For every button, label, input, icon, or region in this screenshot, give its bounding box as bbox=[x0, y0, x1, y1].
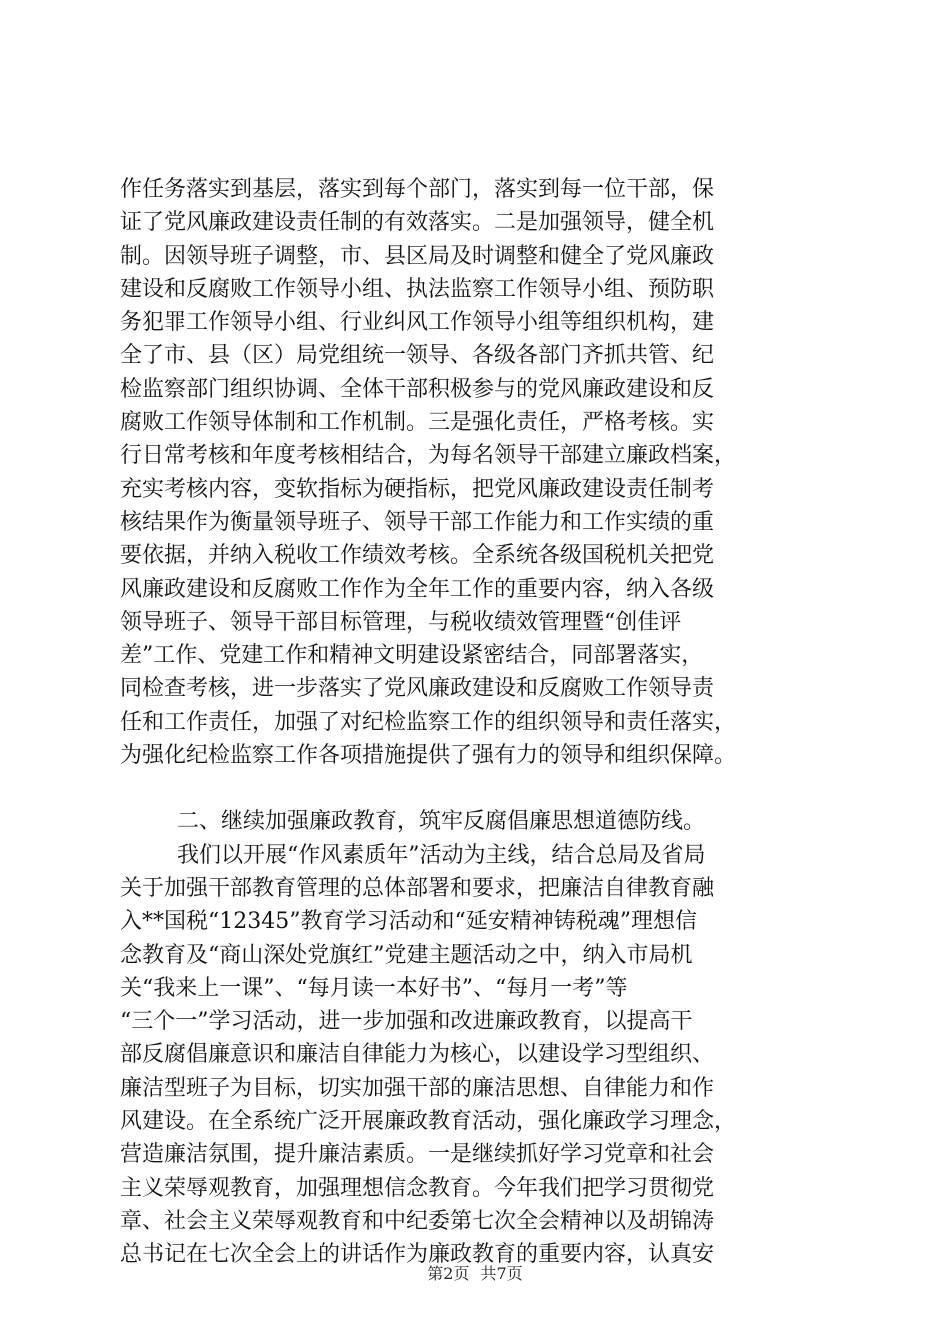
paragraph-line: 作任务落实到基层，落实到每个部门，落实到每一位干部，保 bbox=[120, 177, 715, 202]
paragraph-line: 总书记在七次全会上的讲话作为廉政教育的重要内容，认真安 bbox=[120, 1242, 715, 1268]
paragraph-line: 核结果作为衡量领导班子、领导干部工作能力和工作实绩的重 bbox=[120, 509, 715, 535]
paragraph-line: 关于加强干部教育管理的总体部署和要求，把廉洁自律教育融 bbox=[120, 875, 715, 901]
paragraph-line: 主义荣辱观教育，加强理想信念教育。今年我们把学习贯彻党 bbox=[120, 1175, 715, 1201]
paragraph-line: 关“我来上一课”、“每月读一本好书”、“每月一考”等 bbox=[120, 975, 628, 1001]
paragraph-line: 部反腐倡廉意识和廉洁自律能力为核心，以建设学习型组织、 bbox=[120, 1042, 715, 1068]
paragraph-line: 检监察部门组织协调、全体干部积极参与的党风廉政建设和反 bbox=[120, 376, 715, 402]
paragraph-line: 务犯罪工作领导小组、行业纠风工作领导小组等组织机构，建 bbox=[120, 310, 715, 336]
paragraph-line: 我们以开展“作风素质年”活动为主线，结合总局及省局 bbox=[177, 842, 706, 868]
page-footer bbox=[0, 1264, 950, 1284]
paragraph-line: 为强化纪检监察工作各项措施提供了强有力的领导和组织保障。 bbox=[120, 743, 737, 769]
paragraph-gap bbox=[120, 772, 832, 805]
paragraph-line: 差”工作、党建工作和精神文明建设紧密结合，同部署落实， bbox=[120, 643, 704, 669]
paragraph-line: 制。因领导班子调整，市、县区局及时调整和健全了党风廉政 bbox=[120, 243, 715, 269]
paragraph-line: 念教育及“商山深处党旗红”党建主题活动之中，纳入市局机 bbox=[120, 942, 693, 968]
paragraph-line: 证了党风廉政建设责任制的有效落实。二是加强领导，健全机 bbox=[120, 210, 715, 236]
paragraph-2 bbox=[120, 839, 832, 1272]
paragraph-line: 任和工作责任，加强了对纪检监察工作的组织领导和责任落实， bbox=[120, 709, 737, 735]
paragraph-line: 充实考核内容，变软指标为硬指标，把党风廉政建设责任制考 bbox=[120, 476, 715, 502]
section-heading-2: 二、继续加强廉政教育，筑牢反腐倡廉思想道德防线。 bbox=[177, 809, 706, 835]
paragraph-line: 风建设。在全系统广泛开展廉政教育活动，强化廉政学习理念， bbox=[120, 1109, 737, 1135]
page-number-current: 第2页 bbox=[427, 1264, 470, 1283]
paragraph-line: 领导班子、领导干部目标管理，与税收绩效管理暨“创佳评 bbox=[120, 609, 682, 635]
paragraph-line: 营造廉洁氛围，提升廉洁素质。一是继续抓好学习党章和社会 bbox=[120, 1142, 715, 1168]
paragraph-line: 要依据，并纳入税收工作绩效考核。全系统各级国税机关把党 bbox=[120, 543, 715, 569]
paragraph-line: 腐败工作领导体制和工作机制。三是强化责任，严格考核。实 bbox=[120, 410, 715, 436]
paragraph-1 bbox=[120, 173, 832, 772]
paragraph-line: 建设和反腐败工作领导小组、执法监察工作领导小组、预防职 bbox=[120, 276, 715, 302]
paragraph-line: 章、社会主义荣辱观教育和中纪委第七次全会精神以及胡锦涛 bbox=[120, 1208, 715, 1234]
paragraph-line: 行日常考核和年度考核相结合，为每名领导干部建立廉政档案， bbox=[120, 443, 737, 469]
paragraph-line: 同检查考核，进一步落实了党风廉政建设和反腐败工作领导责 bbox=[120, 676, 715, 702]
page-number-total: 共7页 bbox=[480, 1264, 523, 1283]
paragraph-line: “三个一”学习活动，进一步加强和改进廉政教育，以提高干 bbox=[120, 1009, 693, 1035]
paragraph-line: 风廉政建设和反腐败工作作为全年工作的重要内容，纳入各级 bbox=[120, 576, 715, 602]
paragraph-line: 入**国税“12345”教育学习活动和“延安精神铸税魂”理想信 bbox=[120, 909, 697, 935]
paragraph-line: 廉洁型班子为目标，切实加强干部的廉洁思想、自律能力和作 bbox=[120, 1075, 715, 1101]
paragraph-line: 全了市、县（区）局党组统一领导、各级各部门齐抓共管、纪 bbox=[120, 343, 715, 369]
document-body bbox=[120, 173, 832, 1272]
